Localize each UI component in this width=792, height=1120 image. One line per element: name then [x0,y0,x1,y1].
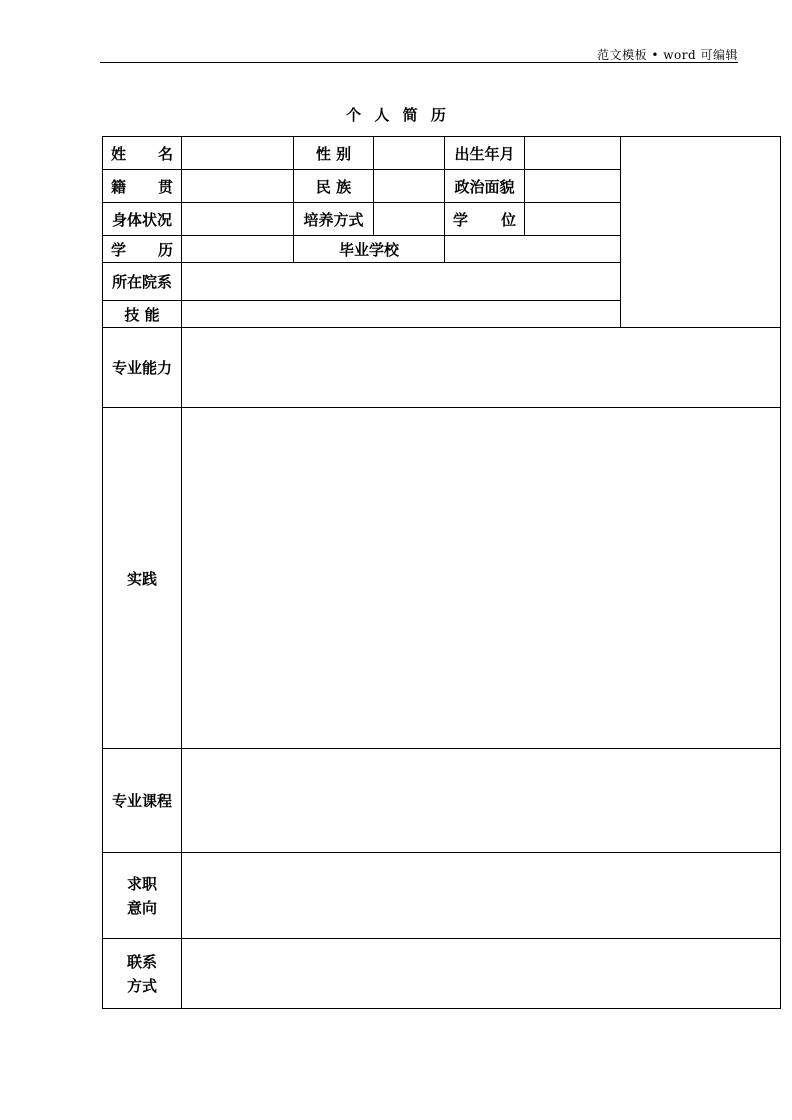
education-label: 学 历 [103,236,182,263]
practice-label: 实践 [103,408,182,749]
contact-label [103,939,182,1009]
health-field[interactable] [182,203,294,236]
education-field[interactable] [182,236,294,263]
degree-field[interactable] [525,203,621,236]
political-field[interactable] [525,170,621,203]
birth-field[interactable] [525,137,621,170]
birth-label: 出生年月 [445,137,525,170]
courses-field[interactable] [182,749,781,853]
department-label: 所在院系 [103,263,182,301]
title-char: 简 [402,106,418,124]
health-label: 身体状况 [103,203,182,236]
resume-table [102,136,781,1009]
ethnicity-label: 民 族 [294,170,374,203]
department-field[interactable] [182,263,621,301]
contact-label-line2: 方式 [126,976,157,995]
degree-label: 学 位 [445,203,525,236]
page-header [100,44,738,63]
training-label: 培养方式 [294,203,374,236]
skills-field[interactable] [182,301,621,328]
skills-label: 技 能 [103,301,182,328]
title-char: 人 [374,106,390,124]
intent-label-line1: 求职 [126,874,157,893]
school-label: 毕业学校 [294,236,445,263]
native-field[interactable] [182,170,294,203]
ability-field[interactable] [182,328,781,408]
practice-field[interactable] [182,408,781,749]
ability-label: 专业能力 [103,328,182,408]
page-title [0,104,792,125]
courses-label: 专业课程 [103,749,182,853]
intent-field[interactable] [182,853,781,939]
school-field[interactable] [445,236,621,263]
gender-field[interactable] [374,137,445,170]
title-char: 历 [430,106,446,124]
header-text: 范文模板 • word 可编辑 [597,48,738,62]
native-label: 籍 贯 [103,170,182,203]
title-char: 个 [346,106,362,124]
ethnicity-field[interactable] [374,170,445,203]
intent-label [103,853,182,939]
gender-label: 性 别 [294,137,374,170]
political-label: 政治面貌 [445,170,525,203]
contact-label-line1: 联系 [126,952,157,971]
contact-field[interactable] [182,939,781,1009]
training-field[interactable] [374,203,445,236]
name-field[interactable] [182,137,294,170]
name-label: 姓 名 [103,137,182,170]
photo-cell[interactable] [621,137,781,328]
intent-label-line2: 意向 [126,898,157,917]
